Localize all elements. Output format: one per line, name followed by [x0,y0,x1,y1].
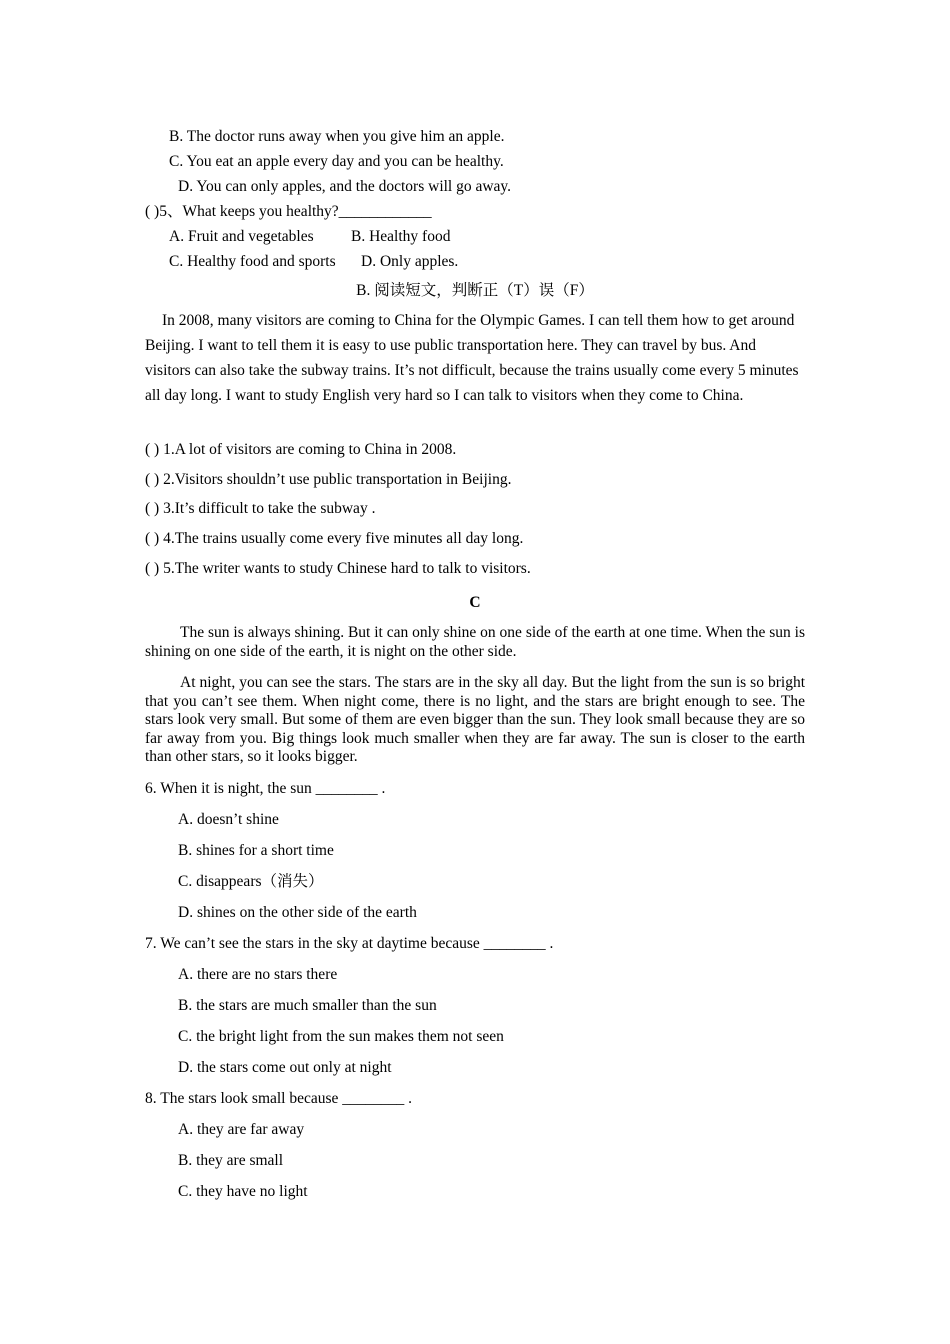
q5-option-c: C. Healthy food and sports [169,253,336,270]
q5-option-a: A. Fruit and vegetables [169,228,314,245]
q8-option-a: A. they are far away [178,1121,305,1138]
q4-option-b: B. The doctor runs away when you give him an apple. [169,128,505,145]
q6-option-a: A. doesn’t shine [178,811,279,828]
q6-option-c: C. disappears（消失） [178,873,324,890]
tf-statement-3: ( ) 3.It’s difficult to take the subway . [145,500,376,517]
tf-statement-1: ( ) 1.A lot of visitors are coming to China in 2008. [145,441,457,458]
q7-option-b: B. the stars are much smaller than the sun [178,997,437,1014]
q6-question: 6. When it is night, the sun ________ . [145,780,386,797]
tf-statement-5: ( ) 5.The writer wants to study Chinese hard to talk to visitors. [145,560,531,577]
q8-question: 8. The stars look small because ________ . [145,1090,413,1107]
q8-option-c: C. they have no light [178,1183,308,1200]
q6-option-d: D. shines on the other side of the earth [178,904,417,921]
section-b-passage: In 2008, many visitors are coming to China for the Olympic Games. I can tell them how to get around Beijing. I want to tell them it is easy to use public transportation here. They can travel by bus. And visitors can also take the subway trains. It’s not difficult, because the trains usually come every 5 minutes all day long. I want to study English very hard so I can talk to visitors when they come to China. [145,312,799,404]
section-c-heading: C [469,594,481,611]
tf-statement-2: ( ) 2.Visitors shouldn’t use public transportation in Beijing. [145,471,512,488]
q4-option-c: C. You eat an apple every day and you can be healthy. [169,153,504,170]
q4-option-d: D. You can only apples, and the doctors will go away. [178,178,512,195]
tf-statement-4: ( ) 4.The trains usually come every five minutes all day long. [145,530,524,547]
q7-option-d: D. the stars come out only at night [178,1059,392,1076]
q7-option-c: C. the bright light from the sun makes them not seen [178,1028,504,1045]
q7-option-a: A. there are no stars there [178,966,338,983]
q7-question: 7. We can’t see the stars in the sky at daytime because ________ . [145,935,554,952]
q5-option-b: B. Healthy food [351,228,451,245]
q5-question: ( )5、What keeps you healthy?____________ [145,203,432,220]
q6-option-b: B. shines for a short time [178,842,334,859]
section-c-paragraph-1: The sun is always shining. But it can only shine on one side of the earth at one time. When the sun is shining on one side of the earth, it is night on the other side. [145,624,805,660]
section-c-paragraph-2: At night, you can see the stars. The stars are in the sky all day. But the light from the sun is so bright that you can’t see them. When night come, there is no light, and the stars are bright enough to see. The stars look very small. But some of them are even bigger than the sun. They look small because they are so far away from you. Big things look much smaller when they are far away. The sun is closer to the earth than other stars, so it looks bigger. [145,674,805,766]
q8-option-b: B. they are small [178,1152,284,1169]
section-b-heading: B. 阅读短文，判断正（T）误（F） [356,282,594,299]
q5-option-d: D. Only apples. [361,253,459,270]
